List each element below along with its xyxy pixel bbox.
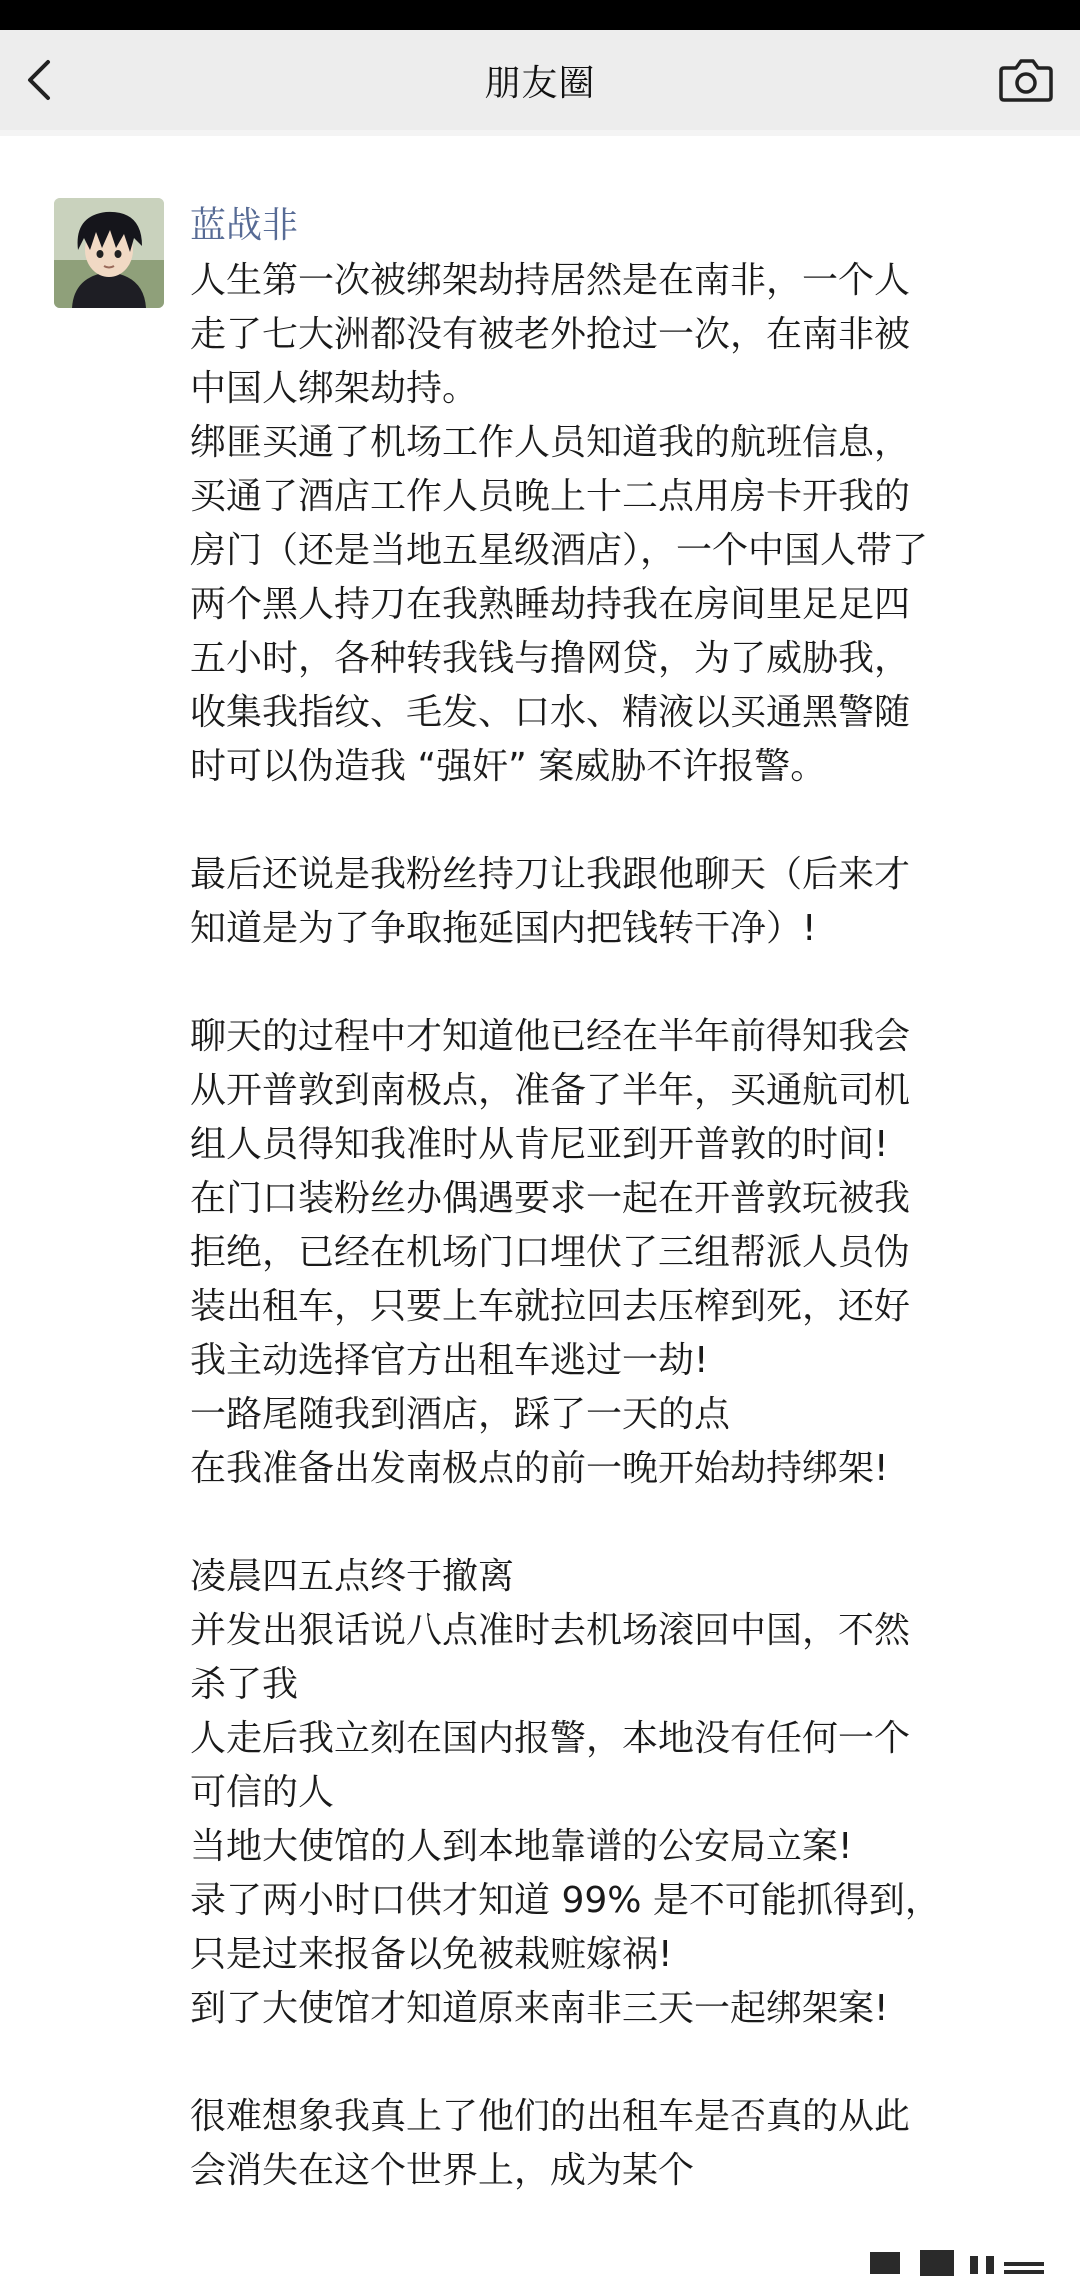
post-paragraph: 很难想象我真上了他们的出租车是否真的从此 会消失在这个世界上，成为某个 [190,2096,911,2191]
post-content [190,254,1030,2198]
anime-avatar-image [54,198,164,308]
header-divider [0,130,1080,136]
post-paragraph: 人生第一次被绑架劫持居然是在南非，一个人 走了七大洲都没有被老外抢过一次，在南非被 中国人绑架劫持。 绑匪买通了机场工作人员知道我的航班信息， 买通了酒店工作人员晚上十二点用房卡开我的 房门（还是当地五星级酒店），一个中国人带了 两个黑人持刀在我熟睡劫持我在房间里足足四 五小时，各种转我钱与撸网贷，为了威胁我， 收集我指纹、毛发、口水、精液以买通黑警随 时可以伪造我 “强奸” 案威胁不许报警。 [190,260,929,787]
post-paragraph: 聊天的过程中才知道他已经在半年前得知我会 从开普敦到南极点，准备了半年，买通航司机 组人员得知我准时从肯尼亚到开普敦的时间! 在门口装粉丝办偶遇要求一起在开普敦玩被我 拒绝，已经在机场门口埋伏了三组帮派人员伪 装出租车，只要上车就拉回去压榨到死，还好 我主动选择官方出租车逃过一劫! 一路尾随我到酒店，踩了一天的点 在我准备出发南极点的前一晚开始劫持绑架! [190,1016,911,1489]
post-paragraph: 最后还说是我粉丝持刀让我跟他聊天（后来才 知道是为了争取拖延国内把钱转干净）! [190,854,911,949]
status-bar [0,0,1080,30]
chevron-left-icon[interactable] [14,52,70,108]
author-name[interactable]: 蓝战非 [190,205,299,246]
camera-icon[interactable] [996,52,1056,108]
watermark-glyph [860,2232,1070,2280]
top-navigation-bar [0,30,1080,130]
post-paragraph: 凌晨四五点终于撤离 并发出狠话说八点准时去机场滚回中国，不然 杀了我 人走后我立刻在国内报警，本地没有任何一个 可信的人 当地大使馆的人到本地靠谱的公安局立案! 录了两小时口供才知道 99% 是不可能抓得到， 只是过来报备以免被栽赃嫁祸! 到了大使馆才知道原来南非三天一起绑架案! [190,1556,941,2029]
page-title: 朋友圈 [484,62,596,104]
author-avatar[interactable] [54,198,164,308]
